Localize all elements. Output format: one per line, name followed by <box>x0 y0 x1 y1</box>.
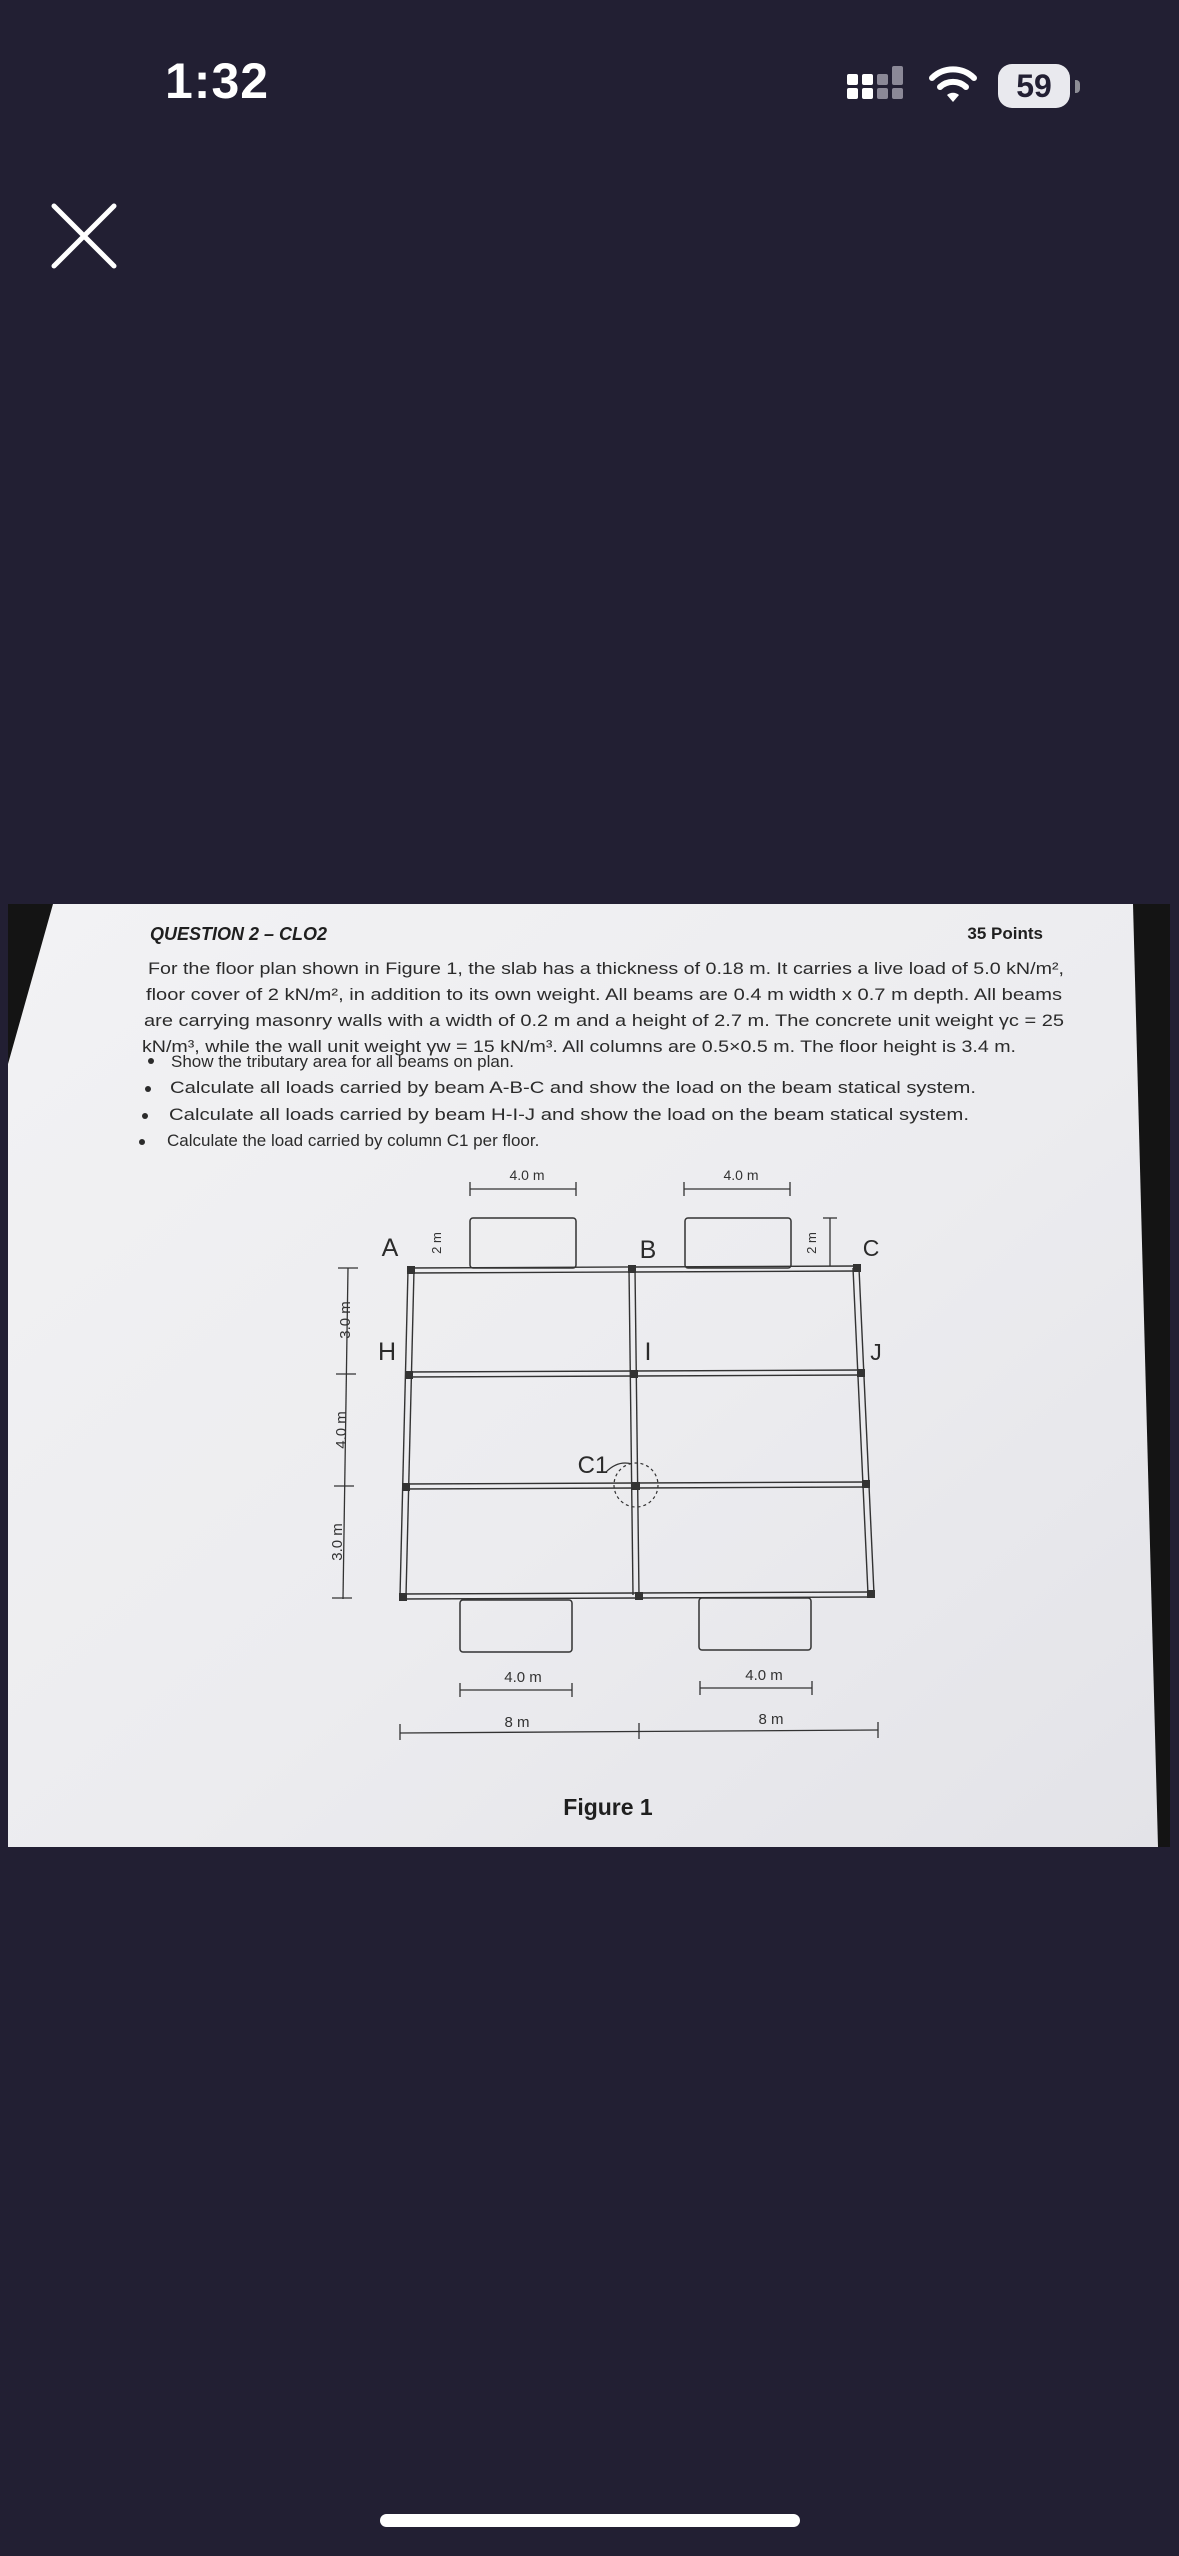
dim-left-2: 4.0 m <box>333 1411 350 1449</box>
paragraph-line-3: are carrying masonry walls with a width of 0.2 m and a height of 2.7 m. The concrete unit weight γc = 25 <box>144 1011 1064 1030</box>
label-c1: C1 <box>577 1452 609 1479</box>
document-page <box>8 904 1170 1847</box>
dim-cantilever-left: 2 m <box>429 1232 444 1254</box>
dim-left-1: 3.0 m <box>337 1301 354 1339</box>
dim-overall-left: 8 m <box>504 1714 530 1731</box>
question-points: 35 Points <box>967 924 1043 943</box>
figure-caption: Figure 1 <box>563 1794 653 1820</box>
dim-overall-right: 8 m <box>758 1711 784 1728</box>
dim-cantilever-right: 2 m <box>804 1232 819 1254</box>
close-icon[interactable] <box>48 200 120 272</box>
label-a: A <box>381 1234 399 1262</box>
label-c: C <box>862 1235 880 1261</box>
label-j: J <box>870 1339 882 1365</box>
bullet-1: Show the tributary area for all beams on plan. <box>171 1052 515 1071</box>
paragraph-line-2: floor cover of 2 kN/m², in addition to its own weight. All beams are 0.4 m width x 0.7 m depth. All beams <box>146 985 1062 1004</box>
home-indicator[interactable] <box>380 2514 800 2527</box>
dim-top-right: 4.0 m <box>723 1167 759 1183</box>
wifi-icon <box>928 62 978 108</box>
battery-level: 59 <box>1016 67 1052 104</box>
status-time: 1:32 <box>165 53 270 109</box>
document-photo[interactable] <box>8 904 1170 1847</box>
bullet-2: Calculate all loads carried by beam A-B-C and show the load on the beam statical system. <box>170 1078 976 1097</box>
signal-icon <box>845 66 905 108</box>
dim-left-3: 3.0 m <box>329 1523 346 1561</box>
label-h: H <box>377 1338 397 1366</box>
dim-top-left: 4.0 m <box>509 1167 545 1183</box>
bullet-3: Calculate all loads carried by beam H-I-J and show the load on the beam statical system. <box>169 1105 969 1124</box>
battery-icon <box>998 64 1074 108</box>
dim-bottom-left: 4.0 m <box>504 1669 542 1686</box>
paragraph-line-4: kN/m³, while the wall unit weight γw = 15 kN/m³. All columns are 0.5×0.5 m. The floor height is 3.4 m. <box>142 1037 1016 1056</box>
dim-bottom-right: 4.0 m <box>745 1667 783 1684</box>
question-title: QUESTION 2 – CLO2 <box>150 924 328 944</box>
bullet-4: Calculate the load carried by column C1 per floor. <box>167 1131 540 1150</box>
label-b: B <box>639 1236 657 1264</box>
label-i: I <box>644 1338 652 1366</box>
paragraph-line-1: For the floor plan shown in Figure 1, the slab has a thickness of 0.18 m. It carries a live load of 5.0 kN/m², <box>148 959 1064 978</box>
